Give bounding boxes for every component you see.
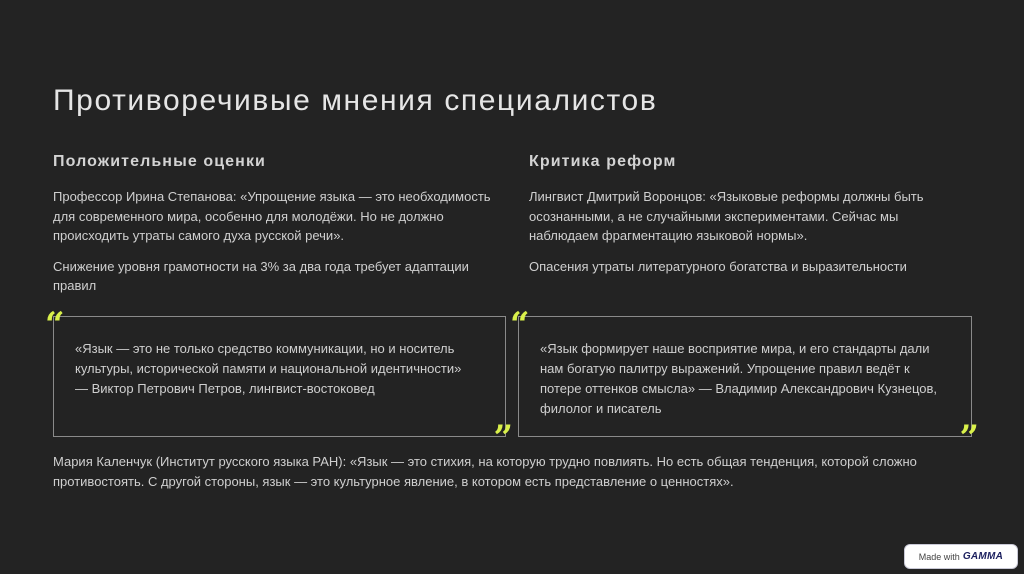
criticism-paragraph-2: Опасения утраты литературного богатства и выразительности bbox=[529, 258, 907, 274]
close-quote-icon: ” bbox=[959, 418, 979, 458]
quote-card-left bbox=[45, 305, 513, 458]
criticism-paragraph-1: Лингвист Дмитрий Воронцов: «Языковые реформы должны быть осознанными, а не случайными экспериментами. Сейчас мы наблюдаем фрагментацию языковой нормы». bbox=[529, 189, 924, 243]
quote-text-left: «Язык — это не только средство коммуникации, но и носитель культуры, исторической памяти и национальной идентичности» — Виктор Петрович Петров, лингвист-востоковед bbox=[75, 341, 462, 396]
gamma-logo: GAMMA bbox=[962, 551, 1004, 562]
quote-text-right: «Язык формирует наше восприятие мира, и его стандарты дали нам богатую палитру выражений. Упрощение правил ведёт к потере оттенков смысла» — Владимир Александрович Кузнецов, филолог и писатель bbox=[540, 341, 938, 416]
badge-prefix: Made with bbox=[918, 551, 960, 562]
quote-card-right bbox=[510, 305, 979, 458]
positive-heading: Положительные оценки bbox=[53, 153, 266, 170]
positive-column bbox=[53, 153, 503, 307]
positive-paragraph-2: Снижение уровня грамотности на 3% за два года требует адаптации правил bbox=[53, 258, 469, 293]
footer-quote: Мария Каленчук (Институт русского языка РАН): «Язык — это стихия, на которую трудно повлиять. Но есть общая тенденция, которой сложно противостоять. С другой стороны, язык — это культурное явление, в котором есть представление о ценностях». bbox=[53, 454, 917, 489]
close-quote-icon: ” bbox=[493, 418, 513, 458]
criticism-column bbox=[529, 153, 969, 287]
open-quote-icon: “ bbox=[510, 305, 530, 345]
made-with-gamma-badge[interactable] bbox=[904, 544, 1018, 569]
criticism-heading: Критика реформ bbox=[529, 153, 677, 170]
positive-paragraph-1: Профессор Ирина Степанова: «Упрощение языка — это необходимость для современного мира, особенно для молодёжи. Но не должно происходить утраты самого духа русской речи». bbox=[53, 189, 491, 243]
open-quote-icon: “ bbox=[45, 305, 65, 345]
page-title: Противоречивые мнения специалистов bbox=[53, 84, 658, 117]
